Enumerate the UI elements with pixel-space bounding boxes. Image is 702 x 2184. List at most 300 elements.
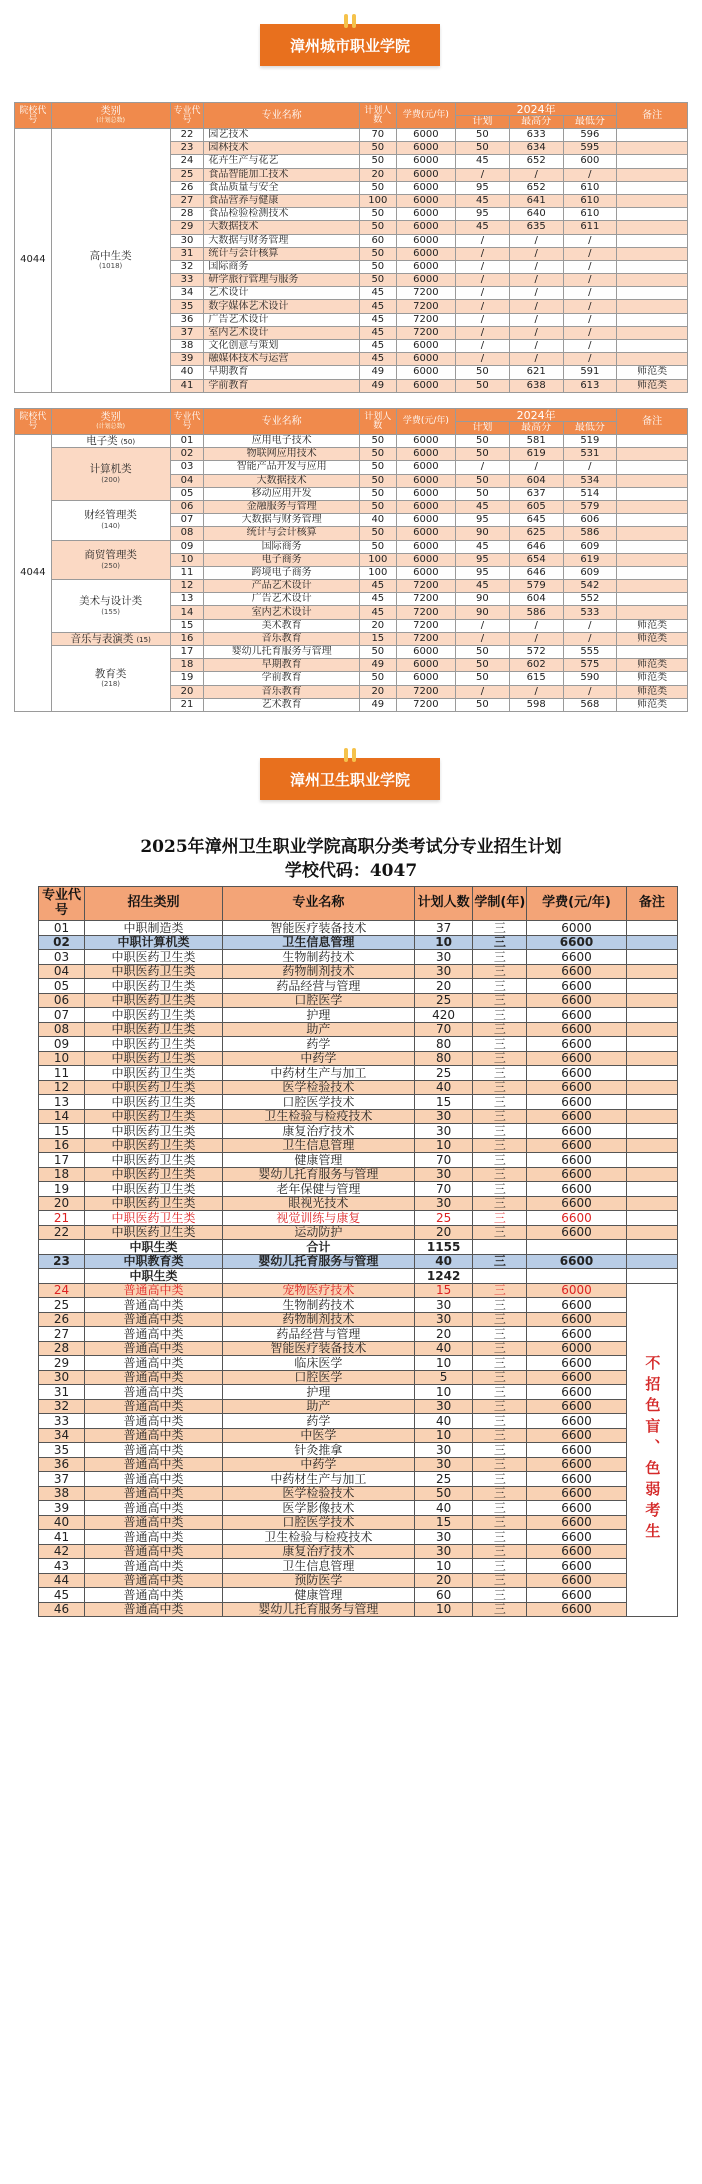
plan-cell: 50 <box>359 435 396 448</box>
fee-cell: 6000 <box>396 379 455 392</box>
max-score-cell: 615 <box>509 672 563 685</box>
note-cell <box>617 474 688 487</box>
fee-cell: 6600 <box>527 1588 627 1603</box>
note-cell <box>617 566 688 579</box>
category-cell: 中职制造类 <box>85 921 223 936</box>
table-row <box>39 1515 678 1530</box>
note-cell <box>617 527 688 540</box>
length-cell: 三 <box>473 1037 527 1052</box>
major-code-cell: 20 <box>39 1196 85 1211</box>
plan-cell: 50 <box>414 1486 473 1501</box>
major-code-cell: 31 <box>170 247 204 260</box>
header-major-name: 专业名称 <box>223 887 415 921</box>
table-row <box>39 935 678 950</box>
major-name-cell: 国际商务 <box>204 260 360 273</box>
major-code-cell <box>39 1269 85 1284</box>
length-cell: 三 <box>473 1515 527 1530</box>
length-cell: 三 <box>473 1443 527 1458</box>
min-score-cell: 579 <box>563 500 617 513</box>
category-total: (140) <box>101 521 121 530</box>
table-row <box>39 921 678 936</box>
plan-2024-cell: 45 <box>456 194 510 207</box>
major-name-cell: 护理 <box>223 1008 415 1023</box>
fee-cell: 6600 <box>527 1559 627 1574</box>
category-total: (218) <box>101 680 121 689</box>
fee-cell: 6000 <box>396 672 455 685</box>
major-code-cell: 23 <box>39 1254 85 1269</box>
school-code-cell: 4044 <box>15 129 52 393</box>
plan-2024-cell: 50 <box>456 366 510 379</box>
fee-cell: 6600 <box>527 1327 627 1342</box>
plan-2024-cell: 50 <box>456 698 510 711</box>
plan-2024-cell: 50 <box>456 379 510 392</box>
category-cell: 普通高中类 <box>85 1341 223 1356</box>
max-score-cell: 646 <box>509 540 563 553</box>
length-cell: 三 <box>473 1182 527 1197</box>
major-code-cell: 17 <box>39 1153 85 1168</box>
plan-cell: 30 <box>414 1312 473 1327</box>
category-cell: 普通高中类 <box>85 1312 223 1327</box>
note-cell <box>626 950 677 965</box>
max-score-cell: 581 <box>509 435 563 448</box>
table-row <box>39 1457 678 1472</box>
table-row <box>39 1167 678 1182</box>
min-score-cell: 533 <box>563 606 617 619</box>
major-code-cell: 12 <box>39 1080 85 1095</box>
category-cell: 中职计算机类 <box>85 935 223 950</box>
header-category-sub: (计划总数) <box>96 423 125 430</box>
major-code-cell: 33 <box>39 1414 85 1429</box>
header-category-label: 类别 <box>100 412 121 423</box>
length-cell: 三 <box>473 1109 527 1124</box>
plan-cell: 80 <box>414 1051 473 1066</box>
category-cell: 普通高中类 <box>85 1530 223 1545</box>
length-cell: 三 <box>473 993 527 1008</box>
fee-cell: 6600 <box>527 1312 627 1327</box>
plan-cell: 10 <box>414 1138 473 1153</box>
length-cell: 三 <box>473 1428 527 1443</box>
table-row <box>15 500 688 513</box>
fee-cell: 6000 <box>396 500 455 513</box>
major-name-cell: 医学检验技术 <box>223 1486 415 1501</box>
major-code-cell: 06 <box>39 993 85 1008</box>
note-cell <box>626 1167 677 1182</box>
major-code-cell: 35 <box>170 300 204 313</box>
table-row <box>39 979 678 994</box>
plan-cell: 50 <box>359 260 396 273</box>
plan-2024-cell: / <box>456 300 510 313</box>
header-plan: 计划人数 <box>414 887 473 921</box>
fee-cell: 6600 <box>527 1008 627 1023</box>
fee-cell: 7200 <box>396 698 455 711</box>
banner-decoration-icon <box>344 748 356 762</box>
major-code-cell: 24 <box>39 1283 85 1298</box>
min-score-cell: 611 <box>563 221 617 234</box>
plan-cell: 49 <box>359 366 396 379</box>
plan-cell: 40 <box>359 514 396 527</box>
category-cell: 中职生类 <box>85 1240 223 1255</box>
major-name-cell <box>223 1269 415 1284</box>
fee-cell: 6600 <box>527 1022 627 1037</box>
plan-cell: 420 <box>414 1008 473 1023</box>
fee-cell: 6000 <box>396 527 455 540</box>
fee-cell: 6000 <box>396 142 455 155</box>
category-cell: 普通高中类 <box>85 1356 223 1371</box>
fee-cell: 6600 <box>527 1037 627 1052</box>
category-cell: 普通高中类 <box>85 1385 223 1400</box>
plan-cell: 100 <box>359 194 396 207</box>
note-cell: 不招色盲、色弱考生 <box>626 1283 677 1617</box>
fee-cell: 6000 <box>396 340 455 353</box>
category-name: 电子类 <box>86 434 118 447</box>
note-cell <box>617 540 688 553</box>
length-cell: 三 <box>473 1298 527 1313</box>
table-row <box>15 540 688 553</box>
header-major-name: 专业名称 <box>204 103 360 129</box>
plan-cell: 40 <box>414 1254 473 1269</box>
table-row <box>39 1573 678 1588</box>
category-name: 商贸管理类 <box>84 549 137 562</box>
length-cell: 三 <box>473 1138 527 1153</box>
admission-table-2 <box>14 408 688 712</box>
major-name-cell: 美术教育 <box>204 619 360 632</box>
max-score-cell: / <box>509 168 563 181</box>
note-cell <box>626 1269 677 1284</box>
min-score-cell: 609 <box>563 540 617 553</box>
table-row <box>39 1443 678 1458</box>
length-cell: 三 <box>473 1573 527 1588</box>
major-code-cell: 01 <box>39 921 85 936</box>
major-code-cell <box>39 1240 85 1255</box>
major-code-cell: 13 <box>39 1095 85 1110</box>
major-name-cell: 药物制剂技术 <box>223 1312 415 1327</box>
major-code-cell: 45 <box>39 1588 85 1603</box>
fee-cell: 6600 <box>527 1211 627 1226</box>
min-score-cell: 542 <box>563 580 617 593</box>
plan-cell: 30 <box>414 1124 473 1139</box>
major-code-cell: 25 <box>39 1298 85 1313</box>
major-code-cell: 39 <box>170 353 204 366</box>
min-score-cell: 595 <box>563 142 617 155</box>
doc-subtitle: 学校代码：4047 <box>284 861 418 881</box>
plan-cell: 30 <box>414 950 473 965</box>
header-max-score: 最高分 <box>509 116 563 129</box>
plan-cell: 10 <box>414 935 473 950</box>
major-code-cell: 08 <box>170 527 204 540</box>
major-name-cell: 老年保健与管理 <box>223 1182 415 1197</box>
header-min-score: 最低分 <box>563 422 617 435</box>
min-score-cell: 519 <box>563 435 617 448</box>
note-cell <box>617 168 688 181</box>
fee-cell: 6600 <box>527 979 627 994</box>
plan-cell: 15 <box>414 1095 473 1110</box>
major-code-cell: 14 <box>39 1109 85 1124</box>
min-score-cell: / <box>563 274 617 287</box>
major-name-cell: 食品检验检测技术 <box>204 208 360 221</box>
note-cell <box>626 1196 677 1211</box>
plan-2024-cell: 90 <box>456 593 510 606</box>
min-score-cell: 586 <box>563 527 617 540</box>
table-1-body <box>15 129 688 393</box>
major-name-cell: 合计 <box>223 1240 415 1255</box>
major-code-cell: 46 <box>39 1602 85 1617</box>
plan-cell: 60 <box>414 1588 473 1603</box>
max-score-cell: 598 <box>509 698 563 711</box>
plan-2024-cell: / <box>456 234 510 247</box>
plan-cell: 15 <box>414 1283 473 1298</box>
min-score-cell: / <box>563 234 617 247</box>
major-code-cell: 04 <box>39 964 85 979</box>
note-cell <box>626 993 677 1008</box>
min-score-cell: 610 <box>563 208 617 221</box>
header-note: 备注 <box>626 887 677 921</box>
fee-cell: 6600 <box>527 950 627 965</box>
category-cell <box>51 435 170 448</box>
table-row <box>39 1283 678 1298</box>
major-name-cell: 口腔医学技术 <box>223 1095 415 1110</box>
plan-cell: 25 <box>414 993 473 1008</box>
max-score-cell: 638 <box>509 379 563 392</box>
category-cell: 中职医药卫生类 <box>85 979 223 994</box>
note-cell <box>617 606 688 619</box>
length-cell: 三 <box>473 1588 527 1603</box>
major-name-cell: 眼视光技术 <box>223 1196 415 1211</box>
header-min-score: 最低分 <box>563 116 617 129</box>
major-name-cell: 融媒体技术与运营 <box>204 353 360 366</box>
length-cell: 三 <box>473 1559 527 1574</box>
max-score-cell: / <box>509 619 563 632</box>
fee-cell: 6600 <box>527 1385 627 1400</box>
major-code-cell: 39 <box>39 1501 85 1516</box>
plan-cell: 10 <box>414 1428 473 1443</box>
major-name-cell: 助产 <box>223 1399 415 1414</box>
table-row <box>39 1269 678 1284</box>
max-score-cell: 619 <box>509 448 563 461</box>
major-code-cell: 33 <box>170 274 204 287</box>
category-cell: 中职医药卫生类 <box>85 1211 223 1226</box>
major-code-cell: 18 <box>170 659 204 672</box>
plan-cell: 25 <box>414 1066 473 1081</box>
table-row <box>39 1051 678 1066</box>
major-code-cell: 05 <box>39 979 85 994</box>
plan-2024-cell: / <box>456 313 510 326</box>
fee-cell: 6600 <box>527 1428 627 1443</box>
plan-cell: 100 <box>359 566 396 579</box>
major-name-cell: 婴幼儿托育服务与管理 <box>204 646 360 659</box>
length-cell: 三 <box>473 1472 527 1487</box>
plan-cell: 20 <box>414 979 473 994</box>
category-cell <box>51 540 170 580</box>
major-name-cell: 药品经营与管理 <box>223 1327 415 1342</box>
category-cell <box>51 129 170 393</box>
fee-cell <box>527 1269 627 1284</box>
college-banner-1 <box>260 24 440 66</box>
major-name-cell: 研学旅行管理与服务 <box>204 274 360 287</box>
length-cell: 三 <box>473 1602 527 1617</box>
category-cell: 普通高中类 <box>85 1472 223 1487</box>
length-cell <box>473 1269 527 1284</box>
length-cell: 三 <box>473 1544 527 1559</box>
plan-cell: 50 <box>359 672 396 685</box>
plan-2024-cell: 50 <box>456 659 510 672</box>
major-name-cell: 音乐教育 <box>204 632 360 645</box>
plan-cell: 45 <box>359 593 396 606</box>
fee-cell: 6000 <box>396 435 455 448</box>
category-cell: 普通高中类 <box>85 1573 223 1588</box>
max-score-cell: / <box>509 632 563 645</box>
plan-2024-cell: / <box>456 326 510 339</box>
fee-cell: 6000 <box>527 1283 627 1298</box>
length-cell: 三 <box>473 1051 527 1066</box>
major-name-cell: 跨境电子商务 <box>204 566 360 579</box>
header-year: 2024年 <box>456 409 617 422</box>
max-score-cell: 652 <box>509 181 563 194</box>
fee-cell: 6000 <box>396 260 455 273</box>
major-name-cell: 智能医疗装备技术 <box>223 921 415 936</box>
plan-cell: 37 <box>414 921 473 936</box>
category-cell: 中职医药卫生类 <box>85 1196 223 1211</box>
table-row <box>39 1414 678 1429</box>
plan-cell: 20 <box>414 1225 473 1240</box>
fee-cell: 7200 <box>396 580 455 593</box>
note-cell <box>617 646 688 659</box>
major-code-cell: 34 <box>39 1428 85 1443</box>
max-score-cell: 633 <box>509 129 563 142</box>
length-cell: 三 <box>473 1167 527 1182</box>
fee-cell: 6600 <box>527 1443 627 1458</box>
table-row <box>39 1602 678 1617</box>
header-major-name: 专业名称 <box>204 409 360 435</box>
fee-cell: 6000 <box>396 234 455 247</box>
fee-cell: 6600 <box>527 935 627 950</box>
min-score-cell: / <box>563 632 617 645</box>
table-row <box>39 1370 678 1385</box>
length-cell: 三 <box>473 1095 527 1110</box>
major-name-cell: 医学检验技术 <box>223 1080 415 1095</box>
min-score-cell: 575 <box>563 659 617 672</box>
note-cell <box>626 964 677 979</box>
major-name-cell: 移动应用开发 <box>204 487 360 500</box>
fee-cell: 6600 <box>527 1196 627 1211</box>
note-cell <box>626 1254 677 1269</box>
fee-cell: 6600 <box>527 1254 627 1269</box>
major-name-cell: 学前教育 <box>204 379 360 392</box>
max-score-cell: 604 <box>509 474 563 487</box>
major-name-cell: 食品智能加工技术 <box>204 168 360 181</box>
note-cell <box>617 247 688 260</box>
plan-2024-cell: 90 <box>456 527 510 540</box>
header-year: 2024年 <box>456 103 617 116</box>
max-score-cell: / <box>509 247 563 260</box>
table-row <box>39 1385 678 1400</box>
fee-cell: 7200 <box>396 593 455 606</box>
category-cell: 普通高中类 <box>85 1443 223 1458</box>
plan-2024-cell: 50 <box>456 129 510 142</box>
note-cell: 师范类 <box>617 685 688 698</box>
header-length: 学制(年) <box>473 887 527 921</box>
major-code-cell: 14 <box>170 606 204 619</box>
fee-cell: 6000 <box>396 247 455 260</box>
category-cell: 普通高中类 <box>85 1457 223 1472</box>
major-code-cell: 20 <box>170 685 204 698</box>
major-code-cell: 10 <box>170 553 204 566</box>
table-row <box>15 448 688 461</box>
major-name-cell: 数字媒体艺术设计 <box>204 300 360 313</box>
max-score-cell: / <box>509 300 563 313</box>
major-name-cell: 婴幼儿托育服务与管理 <box>223 1167 415 1182</box>
note-cell <box>626 1182 677 1197</box>
major-code-cell: 11 <box>170 566 204 579</box>
major-code-cell: 15 <box>170 619 204 632</box>
note-cell <box>617 435 688 448</box>
fee-cell: 6600 <box>527 1356 627 1371</box>
note-cell <box>617 194 688 207</box>
major-name-cell: 健康管理 <box>223 1153 415 1168</box>
major-name-cell: 卫生检验与检疫技术 <box>223 1109 415 1124</box>
category-cell: 普通高中类 <box>85 1428 223 1443</box>
category-cell: 中职医药卫生类 <box>85 950 223 965</box>
table-row <box>39 1472 678 1487</box>
plan-2024-cell: / <box>456 287 510 300</box>
plan-cell: 10 <box>414 1356 473 1371</box>
min-score-cell: 610 <box>563 194 617 207</box>
major-code-cell: 23 <box>170 142 204 155</box>
max-score-cell: / <box>509 326 563 339</box>
note-cell: 师范类 <box>617 698 688 711</box>
max-score-cell: 579 <box>509 580 563 593</box>
plan-cell: 30 <box>414 1298 473 1313</box>
category-cell <box>51 500 170 540</box>
max-score-cell: 586 <box>509 606 563 619</box>
major-code-cell: 42 <box>39 1544 85 1559</box>
major-name-cell: 运动防护 <box>223 1225 415 1240</box>
college-banner-2 <box>260 758 440 800</box>
table-row <box>39 1356 678 1371</box>
category-cell: 普通高中类 <box>85 1486 223 1501</box>
length-cell: 三 <box>473 1457 527 1472</box>
major-code-cell: 32 <box>39 1399 85 1414</box>
category-cell: 普通高中类 <box>85 1298 223 1313</box>
header-category <box>51 103 170 129</box>
fee-cell: 6600 <box>527 1501 627 1516</box>
note-cell <box>617 313 688 326</box>
fee-cell: 6600 <box>527 1602 627 1617</box>
plan-2024-cell: / <box>456 340 510 353</box>
fee-cell: 6600 <box>527 1080 627 1095</box>
fee-cell: 6000 <box>396 366 455 379</box>
note-cell <box>626 935 677 950</box>
plan-cell: 1155 <box>414 1240 473 1255</box>
major-name-cell: 食品营养与健康 <box>204 194 360 207</box>
plan-2024-cell: 95 <box>456 566 510 579</box>
category-cell: 普通高中类 <box>85 1501 223 1516</box>
plan-2024-cell: 95 <box>456 208 510 221</box>
plan-cell: 50 <box>359 155 396 168</box>
banner-title: 漳州城市职业学院 <box>289 36 410 55</box>
length-cell: 三 <box>473 1196 527 1211</box>
major-code-cell: 43 <box>39 1559 85 1574</box>
note-cell <box>617 221 688 234</box>
banner-title: 漳州卫生职业学院 <box>289 770 410 789</box>
note-cell <box>617 353 688 366</box>
major-name-cell: 中药学 <box>223 1051 415 1066</box>
major-name-cell: 康复治疗技术 <box>223 1544 415 1559</box>
major-code-cell: 07 <box>39 1008 85 1023</box>
min-score-cell: 596 <box>563 129 617 142</box>
header-major-code: 专业代号 <box>170 103 204 129</box>
plan-2024-cell: / <box>456 461 510 474</box>
table-row <box>39 1022 678 1037</box>
